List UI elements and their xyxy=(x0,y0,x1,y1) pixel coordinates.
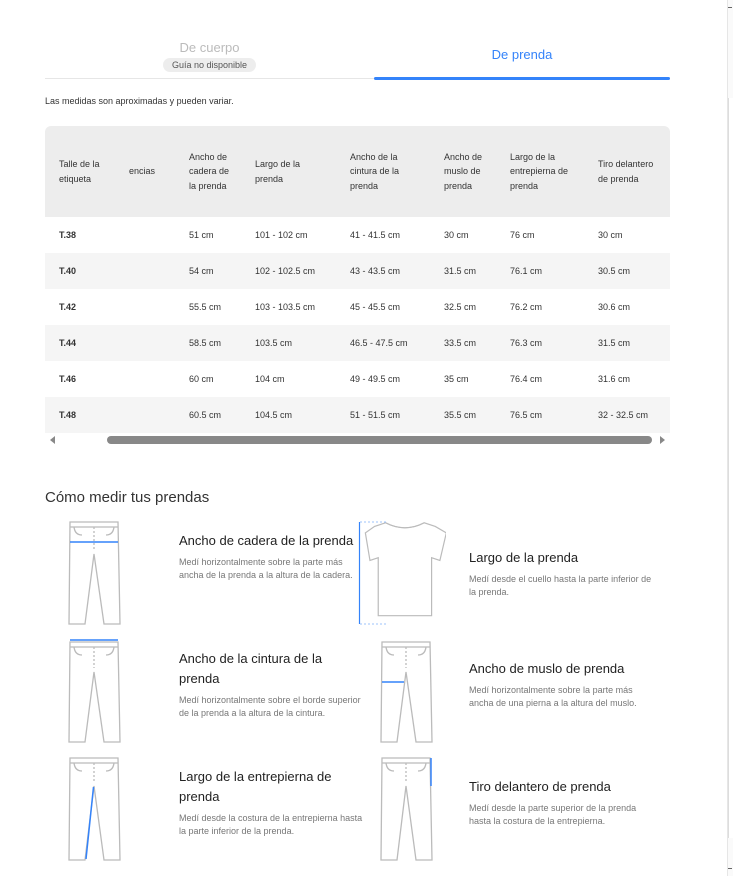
table-cell: 55.5 cm xyxy=(189,302,222,312)
table-cell: 103 - 103.5 cm xyxy=(255,302,316,312)
table-cell: 33.5 cm xyxy=(430,325,496,361)
table-cell: 30 cm xyxy=(444,230,469,240)
table-cell: 54 cm xyxy=(175,253,241,289)
unavailable-badge: Guía no disponible xyxy=(163,58,256,72)
table-cell: 35 cm xyxy=(444,374,469,384)
guide-item-desc: Medí desde el cuello hasta la parte inferior de la prenda. xyxy=(469,574,652,597)
guide-item-desc: Medí desde la costura de la entrepierna hasta la parte inferior de la prenda. xyxy=(179,813,363,836)
column-header: Largo de la entrepierna de prenda xyxy=(496,126,584,217)
pants-hip-width-icon xyxy=(68,520,156,628)
pants-inseam-length-icon xyxy=(68,756,156,864)
pants-waist-width-icon xyxy=(68,638,156,746)
table-cell xyxy=(115,325,175,361)
table-row xyxy=(45,253,670,289)
column-header: Tiro delantero de prenda xyxy=(584,126,670,217)
pants-front-rise-icon xyxy=(358,756,446,864)
table-cell: 102 - 102.5 cm xyxy=(241,253,336,289)
table-cell xyxy=(115,253,175,289)
page-scrollbar[interactable] xyxy=(727,0,733,876)
guide-item-thigh-width xyxy=(358,638,658,750)
table-cell: 103.5 cm xyxy=(241,325,336,361)
horizontal-scroll-thumb[interactable] xyxy=(107,436,652,444)
table-cell: 30 cm xyxy=(598,230,623,240)
table-cell: 32 - 32.5 cm xyxy=(584,397,670,433)
table-horizontal-scrollbar[interactable] xyxy=(45,433,670,447)
size-table-container[interactable] xyxy=(45,126,670,433)
table-cell: 43 - 43.5 cm xyxy=(336,253,430,289)
table-cell: 76.5 cm xyxy=(496,397,584,433)
table-cell: 76.4 cm xyxy=(510,374,543,384)
active-tab-indicator xyxy=(374,77,670,80)
table-cell xyxy=(115,289,175,325)
column-header: Ancho de muslo de prenda xyxy=(430,126,496,217)
table-cell xyxy=(115,361,175,397)
table-cell: 104 cm xyxy=(255,374,285,384)
table-cell xyxy=(115,397,175,433)
size-cell: T.42 xyxy=(59,302,77,312)
table-row xyxy=(45,289,670,325)
table-cell: 76.2 cm xyxy=(510,302,543,312)
table-cell: 31.5 cm xyxy=(584,325,670,361)
size-cell: T.38 xyxy=(59,230,77,240)
guide-item-waist-width xyxy=(68,638,368,750)
tab-garment-measurements[interactable] xyxy=(374,34,670,79)
table-cell: 76 cm xyxy=(510,230,535,240)
table-cell: 45 - 45.5 cm xyxy=(350,302,401,312)
measure-guide-title: Cómo medir tus prendas xyxy=(45,489,210,506)
table-cell: 60.5 cm xyxy=(175,397,241,433)
pants-thigh-width-icon xyxy=(358,638,446,746)
scroll-right-icon[interactable] xyxy=(660,436,665,444)
table-cell: 58.5 cm xyxy=(175,325,241,361)
table-cell: 60 cm xyxy=(189,374,214,384)
guide-item-desc: Medí horizontalmente sobre la parte más ancha de la prenda a la altura de la cadera. xyxy=(179,557,353,580)
column-header: Largo de la prenda xyxy=(241,126,336,217)
scroll-up-arrow[interactable] xyxy=(728,7,732,8)
guide-item-desc: Medí horizontalmente sobre la parte más ancha de una pierna a la altura del muslo. xyxy=(469,685,637,708)
tshirt-length-icon xyxy=(358,520,446,628)
size-cell: T.40 xyxy=(45,253,115,289)
size-cell: T.46 xyxy=(59,374,77,384)
column-header: Talle de la etiqueta xyxy=(45,126,115,217)
measurement-tabs xyxy=(45,34,670,79)
table-cell: 76.3 cm xyxy=(496,325,584,361)
table-cell: 76.1 cm xyxy=(496,253,584,289)
table-header-row xyxy=(45,126,670,217)
guide-item-title: Largo de la prenda xyxy=(469,550,579,565)
guide-item-title: Largo de la entrepierna de prenda xyxy=(179,769,332,804)
table-cell: 31.5 cm xyxy=(430,253,496,289)
size-cell: T.44 xyxy=(45,325,115,361)
tab-body-measurements[interactable] xyxy=(45,34,374,79)
table-cell: 32.5 cm xyxy=(444,302,477,312)
guide-item-title: Ancho de la cintura de la prenda xyxy=(179,651,323,686)
table-cell: 51 cm xyxy=(189,230,214,240)
table-cell: 31.6 cm xyxy=(598,374,631,384)
table-cell: 51 - 51.5 cm xyxy=(336,397,430,433)
table-cell: 101 - 102 cm xyxy=(255,230,308,240)
size-table xyxy=(45,126,670,433)
measurements-disclaimer: Las medidas son aproximadas y pueden variar. xyxy=(45,96,234,106)
table-row xyxy=(45,361,670,397)
column-header: Ancho de la cintura de la prenda xyxy=(336,126,430,217)
table-cell xyxy=(115,217,175,253)
guide-item-desc: Medí desde la parte superior de la prenda hasta la costura de la entrepierna. xyxy=(469,803,637,826)
table-cell: 46.5 - 47.5 cm xyxy=(336,325,430,361)
guide-item-desc: Medí horizontalmente sobre el borde superior de la prenda a la altura de la cintura. xyxy=(179,695,361,718)
guide-item-inseam-length xyxy=(68,756,368,868)
table-cell: 35.5 cm xyxy=(430,397,496,433)
scroll-thumb[interactable] xyxy=(728,98,733,838)
guide-item-title: Tiro delantero de prenda xyxy=(469,779,611,794)
tab-body-label: De cuerpo xyxy=(179,40,240,55)
table-row xyxy=(45,397,670,433)
size-cell: T.48 xyxy=(45,397,115,433)
table-cell: 41 - 41.5 cm xyxy=(350,230,401,240)
guide-item-title: Ancho de muslo de prenda xyxy=(469,661,625,676)
table-row xyxy=(45,217,670,253)
table-cell: 104.5 cm xyxy=(241,397,336,433)
table-row xyxy=(45,325,670,361)
guide-item-title: Ancho de cadera de la prenda xyxy=(179,533,354,548)
guide-item-hip-width xyxy=(68,520,368,632)
tab-garment-label: De prenda xyxy=(491,47,553,62)
column-header: Ancho de cadera de la prenda xyxy=(175,126,241,217)
scroll-left-icon[interactable] xyxy=(50,436,55,444)
column-header: encias xyxy=(115,126,175,217)
scroll-down-arrow[interactable] xyxy=(728,868,732,869)
guide-item-front-rise xyxy=(358,756,658,868)
table-cell: 30.5 cm xyxy=(584,253,670,289)
guide-item-garment-length xyxy=(358,520,658,632)
table-cell: 30.6 cm xyxy=(598,302,631,312)
table-cell: 49 - 49.5 cm xyxy=(350,374,401,384)
